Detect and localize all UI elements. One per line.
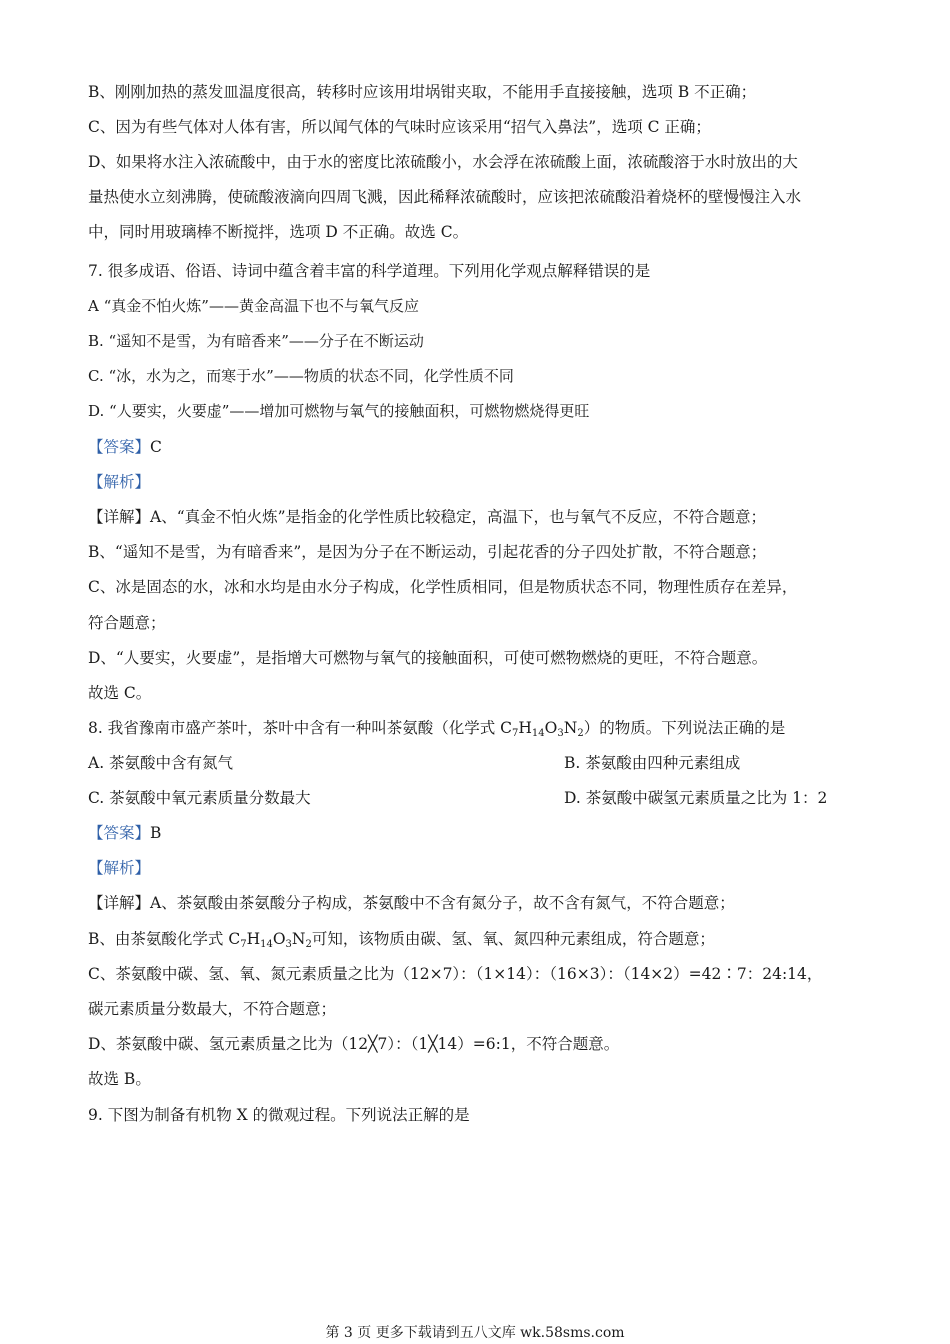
formula-symbol: H [518,719,532,737]
detail-text: A、茶氨酸由茶氨酸分子构成，茶氨酸中不含有氮分子，故不含有氮气，不符合题意； [150,894,735,912]
text-fragment: 可知，该物质由碳、氢、氧、氮四种元素组成，符合题意； [311,930,715,948]
formula-symbol: H [246,930,261,948]
formula-symbol: O [272,930,286,948]
analysis-tag: 【解析】 [88,859,151,877]
answer-line [88,437,890,457]
formula-subscript: 7 [240,939,247,950]
text-line: B、“遥知不是雪，为有暗香来”，是因为分子在不断运动，引起花香的分子四处扩散，不符合题意； [88,543,767,561]
formula-subscript: 2 [305,939,312,950]
options-row [88,788,890,808]
formula-subscript: 3 [285,939,292,950]
options-row [88,753,890,773]
question-8-text: ）的物质。下列说法正确的是 [583,719,786,737]
option-d: D. “人要实，火要虚”——增加可燃物与氧气的接触面积，可燃物燃烧得更旺 [88,402,590,420]
analysis-line [88,858,890,878]
text-line [88,929,890,955]
question-7: 7. 很多成语、俗语、诗词中蕴含着丰富的科学道理。下列用化学观点解释错误的是 [88,262,651,280]
option-b: B. “遥知不是雪，为有暗香来”——分子在不断运动 [88,332,424,350]
text-line: 故选 B。 [88,1070,151,1088]
analysis-tag: 【解析】 [88,473,151,491]
question-8-text: 8. 我省豫南市盛产茶叶，茶叶中含有一种叫茶氨酸（化学式 C [88,719,513,737]
answer-tag: 【答案】 [88,438,151,456]
text-fragment: B、由茶氨酸化学式 C [88,930,241,948]
option-b: B. 茶氨酸由四种元素组成 [564,754,741,772]
option-d: D. 茶氨酸中碳氢元素质量之比为 1：2 [564,789,828,807]
formula-symbol: N [563,719,578,737]
detail-tag: 【详解】 [88,894,151,912]
text-line: 量热使水立刻沸腾，使硫酸液滴向四周飞溅，因此稀释浓硫酸时，应该把浓硫酸沿着烧杯的壁慢慢注入水 [88,188,802,206]
option-a: A. 茶氨酸中含有氮气 [88,754,234,772]
text-line: B、刚刚加热的蒸发皿温度很高，转移时应该用坩埚钳夹取，不能用手直接接触，选项 B 不正确； [88,83,757,101]
formula-subscript: 2 [577,728,584,739]
detail-text: A、“真金不怕火炼”是指金的化学性质比较稳定，高温下，也与氧气不反应，不符合题意； [150,508,767,526]
formula-subscript: 3 [557,728,564,739]
text-line: D、如果将水注入浓硫酸中，由于水的密度比浓硫酸小，水会浮在浓硫酸上面，浓硫酸溶于水时放出的大 [88,153,798,171]
option-c: C. “冰，水为之，而寒于水”——物质的状态不同，化学性质不同 [88,367,514,385]
option-c: C. 茶氨酸中氧元素质量分数最大 [88,789,311,807]
page-footer: 第 3 页 更多下载请到五八文库 wk.58sms.com [325,1325,625,1341]
formula-symbol: O [544,719,558,737]
answer-value: B [150,824,162,842]
answer-tag: 【答案】 [88,824,151,842]
formula-subscript: 7 [512,728,519,739]
answer-line [88,823,890,843]
text-line: C、茶氨酸中碳、氢、氧、氮元素质量之比为（12×7）：（1×14）：（16×3）：（14×2）=42∶7：24:14， [88,965,823,983]
text-line: C、因为有些气体对人体有害，所以闻气体的气味时应该采用“招气入鼻法”，选项 C 正确； [88,118,711,136]
text-line: 碳元素质量分数最大，不符合题意； [88,1000,337,1018]
text-line: 中，同时用玻璃棒不断搅拌，选项 D 不正确。故选 C。 [88,223,469,241]
question-9: 9. 下图为制备有机物 X 的微观过程。下列说法正解的是 [88,1106,470,1124]
text-line: D、茶氨酸中碳、氢元素质量之比为（12╳7）：（1╳14）=6:1，不符合题意。 [88,1035,620,1053]
text-line: D、“人要实，火要虚”，是指增大可燃物与氧气的接触面积，可使可燃物燃烧的更旺，不符合题意。 [88,649,768,667]
option-a: A “真金不怕火炼”——黄金高温下也不与氧气反应 [88,297,419,315]
analysis-line [88,472,890,492]
answer-value: C [150,438,162,456]
text-line: 符合题意； [88,614,166,632]
question-8 [88,718,890,744]
detail-tag: 【详解】 [88,508,151,526]
detail-line [88,893,890,913]
detail-line [88,507,890,527]
text-line: C、冰是固态的水，冰和水均是由水分子构成，化学性质相同，但是物质状态不同，物理性质存在差异， [88,578,798,596]
formula-subscript: 14 [260,939,273,950]
text-line: 故选 C。 [88,684,152,702]
formula-subscript: 14 [531,728,545,739]
formula-symbol: N [291,930,306,948]
